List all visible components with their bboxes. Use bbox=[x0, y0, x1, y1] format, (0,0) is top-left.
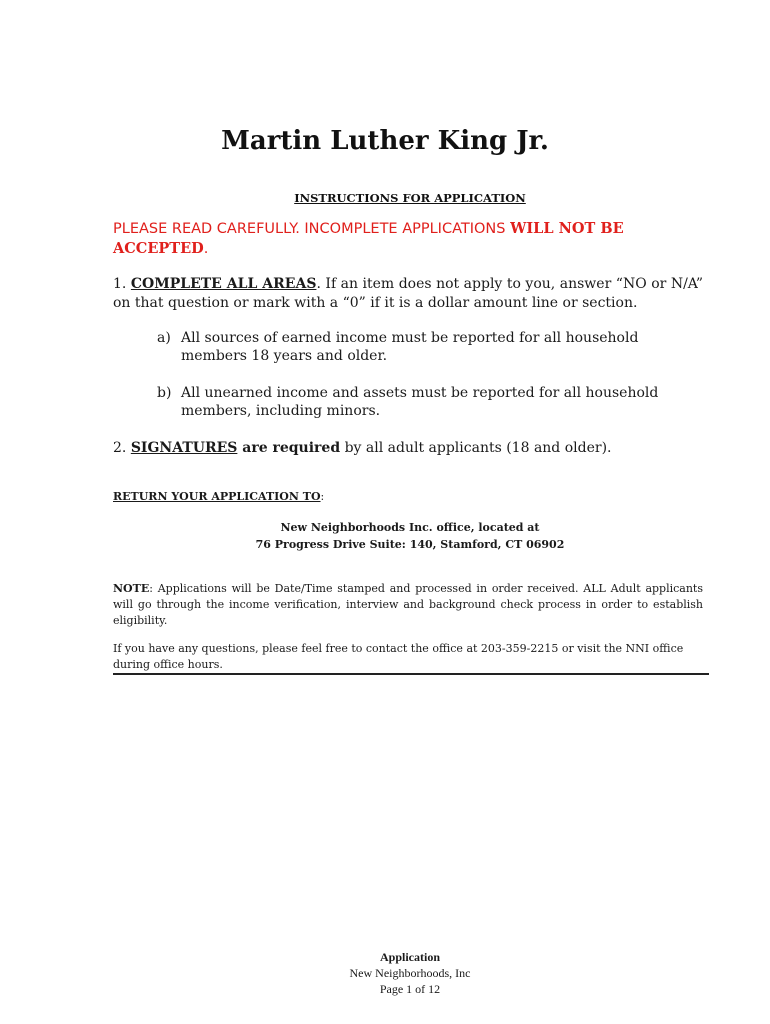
page-footer bbox=[0, 949, 770, 997]
sub-item-b bbox=[157, 384, 703, 420]
item-number: 1. bbox=[113, 276, 131, 292]
note-paragraph bbox=[113, 581, 703, 629]
sub-item-text-line1: All unearned income and assets must be reported for all household bbox=[181, 385, 659, 401]
contact-paragraph: If you have any questions, please feel free to contact the office at 203-359-2215 or visit the NNI office during office hours. bbox=[113, 642, 684, 671]
sub-item-text-line2: members 18 years and older. bbox=[181, 348, 388, 364]
warning-emphasis-2: ACCEPTED bbox=[113, 240, 204, 257]
item-heading: SIGNATURES bbox=[130, 440, 238, 456]
note-text: : Applications will be Date/Time stamped and processed in order received. ALL Adult applicants will go through the income verification, interview and background check process in order to establish eligibility. bbox=[113, 582, 703, 627]
office-address bbox=[0, 519, 770, 553]
warning-emphasis: WILL NOT BE bbox=[510, 220, 624, 237]
sub-item-text-line2: members, including minors. bbox=[181, 403, 381, 419]
sub-item-label: a) bbox=[157, 330, 171, 346]
note-label: NOTE bbox=[113, 582, 150, 595]
sub-item-a bbox=[157, 329, 703, 365]
warning-text: PLEASE READ CAREFULLY. INCOMPLETE APPLICATIONS bbox=[113, 221, 511, 237]
return-colon: : bbox=[320, 490, 325, 503]
return-heading bbox=[113, 490, 324, 503]
item-text: by all adult applicants (18 and older). bbox=[340, 440, 612, 456]
divider-line bbox=[113, 673, 709, 675]
footer-title: Application bbox=[379, 950, 440, 964]
instruction-item-2 bbox=[113, 439, 703, 458]
footer-org: New Neighborhoods, Inc bbox=[349, 966, 471, 980]
sub-item-label: b) bbox=[157, 385, 172, 401]
address-line-2: 76 Progress Drive Suite: 140, Stamford, CT 06902 bbox=[255, 538, 565, 551]
address-line-1: New Neighborhoods Inc. office, located at bbox=[280, 521, 540, 534]
return-label: RETURN YOUR APPLICATION TO bbox=[113, 490, 321, 503]
item-heading: COMPLETE ALL AREAS bbox=[130, 276, 317, 292]
warning-notice bbox=[113, 219, 703, 259]
instruction-item-1 bbox=[113, 275, 703, 313]
item-text: . If an item does not apply to you, answer “NO or N/A” on that question or mark with a “0” if it is a dollar amount line or section. bbox=[113, 276, 704, 311]
warning-period: . bbox=[203, 241, 209, 257]
item-bold-text: are required bbox=[237, 440, 341, 456]
item-number: 2. bbox=[113, 440, 131, 456]
instructions-heading: INSTRUCTIONS FOR APPLICATION bbox=[294, 191, 526, 205]
sub-item-text-line1: All sources of earned income must be reported for all household bbox=[181, 330, 639, 346]
document-title: Martin Luther King Jr. bbox=[221, 126, 549, 156]
page-number: Page 1 of 12 bbox=[379, 982, 441, 996]
